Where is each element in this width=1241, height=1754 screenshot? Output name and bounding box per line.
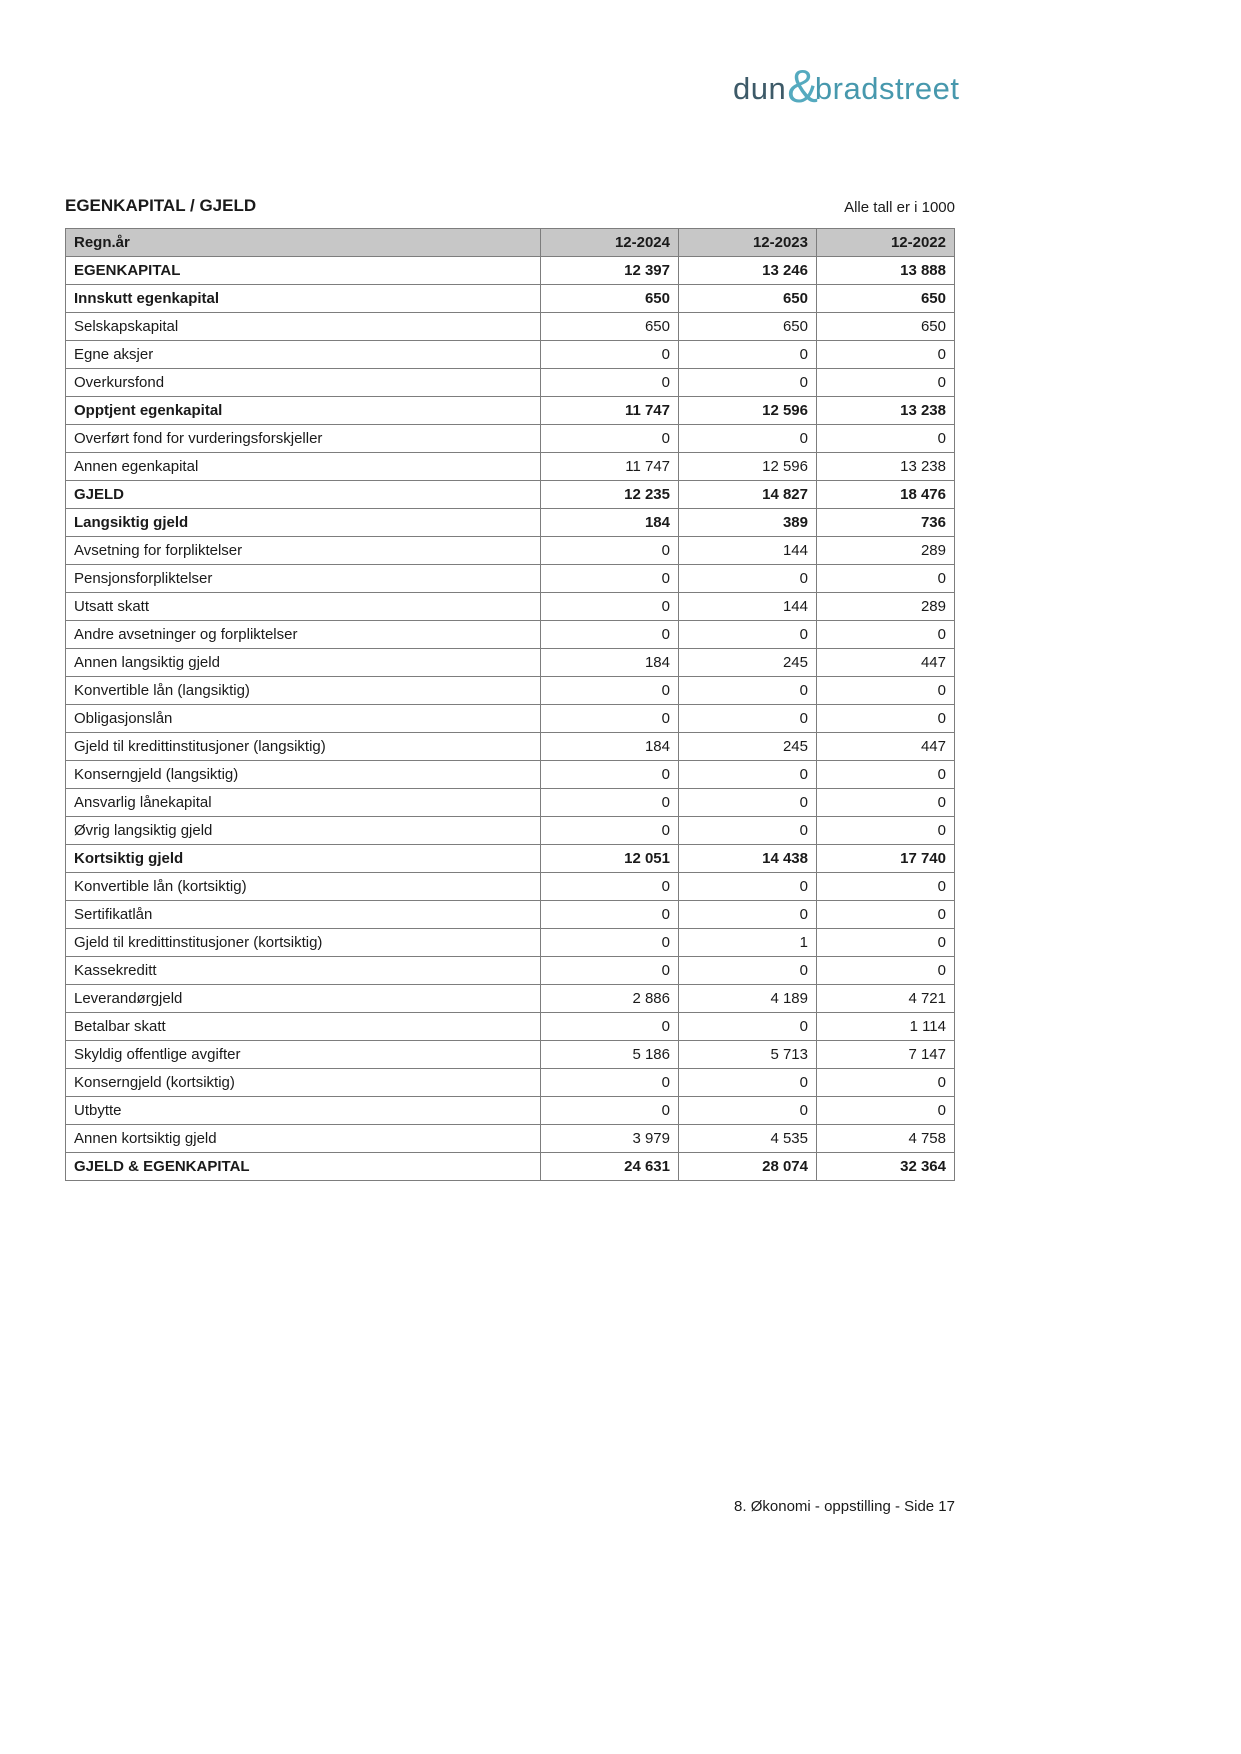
row-value: 0 (817, 341, 955, 369)
row-label: Pensjonsforpliktelser (66, 565, 541, 593)
row-value: 0 (817, 1069, 955, 1097)
row-label: Egne aksjer (66, 341, 541, 369)
row-label: Utbytte (66, 1097, 541, 1125)
row-label: Innskutt egenkapital (66, 285, 541, 313)
row-value: 12 235 (541, 481, 679, 509)
title-row (65, 196, 955, 216)
row-value: 245 (679, 649, 817, 677)
row-value: 4 189 (679, 985, 817, 1013)
table-row (66, 985, 955, 1013)
table-body (66, 257, 955, 1181)
row-value: 0 (817, 621, 955, 649)
row-value: 11 747 (541, 397, 679, 425)
header-cell-year: 12-2022 (817, 229, 955, 257)
row-value: 0 (541, 817, 679, 845)
row-value: 0 (679, 789, 817, 817)
row-value: 0 (541, 705, 679, 733)
table-row (66, 817, 955, 845)
row-value: 0 (679, 677, 817, 705)
row-label: Konserngjeld (langsiktig) (66, 761, 541, 789)
row-value: 447 (817, 649, 955, 677)
row-value: 0 (679, 621, 817, 649)
table-row (66, 761, 955, 789)
row-value: 144 (679, 593, 817, 621)
table-row (66, 621, 955, 649)
row-value: 650 (679, 313, 817, 341)
row-value: 0 (817, 425, 955, 453)
table-row (66, 565, 955, 593)
table-header-row (66, 229, 955, 257)
row-value: 12 051 (541, 845, 679, 873)
row-label: GJELD (66, 481, 541, 509)
row-value: 0 (817, 705, 955, 733)
table-row (66, 789, 955, 817)
row-value: 0 (541, 537, 679, 565)
row-value: 0 (679, 817, 817, 845)
table-row (66, 1097, 955, 1125)
row-value: 2 886 (541, 985, 679, 1013)
table-row (66, 341, 955, 369)
row-label: Selskapskapital (66, 313, 541, 341)
row-value: 0 (541, 677, 679, 705)
table-row (66, 1041, 955, 1069)
row-value: 0 (679, 1097, 817, 1125)
row-value: 0 (541, 901, 679, 929)
row-value: 13 238 (817, 453, 955, 481)
table-row (66, 257, 955, 285)
page-title: EGENKAPITAL / GJELD (65, 196, 257, 215)
table-row (66, 537, 955, 565)
row-value: 0 (817, 817, 955, 845)
row-label: Langsiktig gjeld (66, 509, 541, 537)
row-value: 12 596 (679, 397, 817, 425)
row-value: 245 (679, 733, 817, 761)
row-value: 4 535 (679, 1125, 817, 1153)
row-value: 7 147 (817, 1041, 955, 1069)
table-row (66, 1069, 955, 1097)
row-value: 0 (817, 565, 955, 593)
row-value: 184 (541, 649, 679, 677)
row-value: 0 (679, 565, 817, 593)
row-value: 0 (817, 369, 955, 397)
row-value: 0 (817, 901, 955, 929)
row-label: Konvertible lån (langsiktig) (66, 677, 541, 705)
row-label: Gjeld til kredittinstitusjoner (langsiktig) (66, 733, 541, 761)
row-value: 0 (541, 1069, 679, 1097)
row-value: 24 631 (541, 1153, 679, 1181)
row-label: Kassekreditt (66, 957, 541, 985)
row-label: EGENKAPITAL (66, 257, 541, 285)
ampersand-icon: & (787, 60, 818, 112)
row-value: 4 721 (817, 985, 955, 1013)
row-value: 447 (817, 733, 955, 761)
row-value: 0 (541, 1013, 679, 1041)
table-head (66, 229, 955, 257)
row-value: 650 (817, 313, 955, 341)
table-row (66, 705, 955, 733)
table-row (66, 677, 955, 705)
row-value: 0 (679, 1069, 817, 1097)
logo-text-bradstreet: bradstreet (814, 71, 960, 106)
row-label: Ansvarlig lånekapital (66, 789, 541, 817)
row-value: 12 596 (679, 453, 817, 481)
table-row (66, 593, 955, 621)
table-row (66, 957, 955, 985)
row-value: 0 (817, 761, 955, 789)
row-value: 0 (817, 873, 955, 901)
table-row (66, 481, 955, 509)
row-value: 0 (541, 789, 679, 817)
row-label: Øvrig langsiktig gjeld (66, 817, 541, 845)
row-value: 0 (679, 761, 817, 789)
row-value: 0 (541, 593, 679, 621)
row-value: 0 (541, 957, 679, 985)
table-row (66, 369, 955, 397)
table-row (66, 425, 955, 453)
row-value: 0 (817, 1097, 955, 1125)
row-value: 0 (679, 341, 817, 369)
row-value: 17 740 (817, 845, 955, 873)
table-row (66, 1013, 955, 1041)
row-value: 0 (679, 425, 817, 453)
header-cell-label: Regn.år (66, 229, 541, 257)
row-value: 28 074 (679, 1153, 817, 1181)
row-label: Avsetning for forpliktelser (66, 537, 541, 565)
row-value: 0 (817, 929, 955, 957)
row-label: Betalbar skatt (66, 1013, 541, 1041)
row-value: 32 364 (817, 1153, 955, 1181)
row-value: 0 (541, 873, 679, 901)
row-label: Utsatt skatt (66, 593, 541, 621)
table-row (66, 453, 955, 481)
table-row (66, 901, 955, 929)
row-value: 144 (679, 537, 817, 565)
row-value: 13 888 (817, 257, 955, 285)
row-value: 1 (679, 929, 817, 957)
row-value: 184 (541, 733, 679, 761)
row-label: Leverandørgjeld (66, 985, 541, 1013)
row-value: 0 (817, 789, 955, 817)
row-label: GJELD & EGENKAPITAL (66, 1153, 541, 1181)
row-value: 650 (541, 285, 679, 313)
row-value: 0 (679, 957, 817, 985)
row-value: 1 114 (817, 1013, 955, 1041)
row-value: 389 (679, 509, 817, 537)
row-label: Annen langsiktig gjeld (66, 649, 541, 677)
row-value: 0 (817, 677, 955, 705)
row-label: Andre avsetninger og forpliktelser (66, 621, 541, 649)
row-value: 0 (541, 341, 679, 369)
table-row (66, 929, 955, 957)
table-row (66, 1153, 955, 1181)
row-value: 736 (817, 509, 955, 537)
row-value: 0 (679, 705, 817, 733)
table-row (66, 873, 955, 901)
row-label: Sertifikatlån (66, 901, 541, 929)
row-value: 0 (817, 957, 955, 985)
row-value: 0 (541, 761, 679, 789)
table-row (66, 1125, 955, 1153)
row-value: 0 (679, 873, 817, 901)
row-label: Skyldig offentlige avgifter (66, 1041, 541, 1069)
row-value: 0 (541, 565, 679, 593)
row-value: 184 (541, 509, 679, 537)
table-row (66, 313, 955, 341)
row-label: Annen egenkapital (66, 453, 541, 481)
row-value: 289 (817, 593, 955, 621)
row-value: 289 (817, 537, 955, 565)
row-label: Konserngjeld (kortsiktig) (66, 1069, 541, 1097)
row-value: 0 (541, 369, 679, 397)
row-label: Gjeld til kredittinstitusjoner (kortsiktig) (66, 929, 541, 957)
row-value: 0 (541, 621, 679, 649)
dun-bradstreet-logo (733, 60, 960, 112)
table-row (66, 845, 955, 873)
table-row (66, 509, 955, 537)
row-label: Overkursfond (66, 369, 541, 397)
footer-page-label: 8. Økonomi - oppstilling - Side 17 (734, 1498, 955, 1515)
row-value: 0 (541, 1097, 679, 1125)
row-value: 0 (679, 901, 817, 929)
row-value: 5 713 (679, 1041, 817, 1069)
balance-sheet-table (65, 228, 955, 1181)
row-value: 0 (541, 425, 679, 453)
table-row (66, 649, 955, 677)
row-label: Annen kortsiktig gjeld (66, 1125, 541, 1153)
header-cell-year: 12-2023 (679, 229, 817, 257)
row-value: 13 238 (817, 397, 955, 425)
row-value: 650 (541, 313, 679, 341)
row-value: 5 186 (541, 1041, 679, 1069)
header-cell-year: 12-2024 (541, 229, 679, 257)
row-value: 650 (679, 285, 817, 313)
row-value: 0 (679, 1013, 817, 1041)
row-label: Konvertible lån (kortsiktig) (66, 873, 541, 901)
table-row (66, 733, 955, 761)
row-label: Kortsiktig gjeld (66, 845, 541, 873)
row-label: Opptjent egenkapital (66, 397, 541, 425)
row-value: 13 246 (679, 257, 817, 285)
row-value: 11 747 (541, 453, 679, 481)
row-value: 4 758 (817, 1125, 955, 1153)
row-value: 18 476 (817, 481, 955, 509)
row-value: 14 827 (679, 481, 817, 509)
table-row (66, 285, 955, 313)
row-label: Overført fond for vurderingsforskjeller (66, 425, 541, 453)
table-row (66, 397, 955, 425)
logo-text-dun: dun (733, 71, 787, 106)
row-value: 3 979 (541, 1125, 679, 1153)
row-value: 650 (817, 285, 955, 313)
row-label: Obligasjonslån (66, 705, 541, 733)
row-value: 0 (541, 929, 679, 957)
row-value: 12 397 (541, 257, 679, 285)
row-value: 0 (679, 369, 817, 397)
units-note: Alle tall er i 1000 (844, 199, 955, 216)
row-value: 14 438 (679, 845, 817, 873)
